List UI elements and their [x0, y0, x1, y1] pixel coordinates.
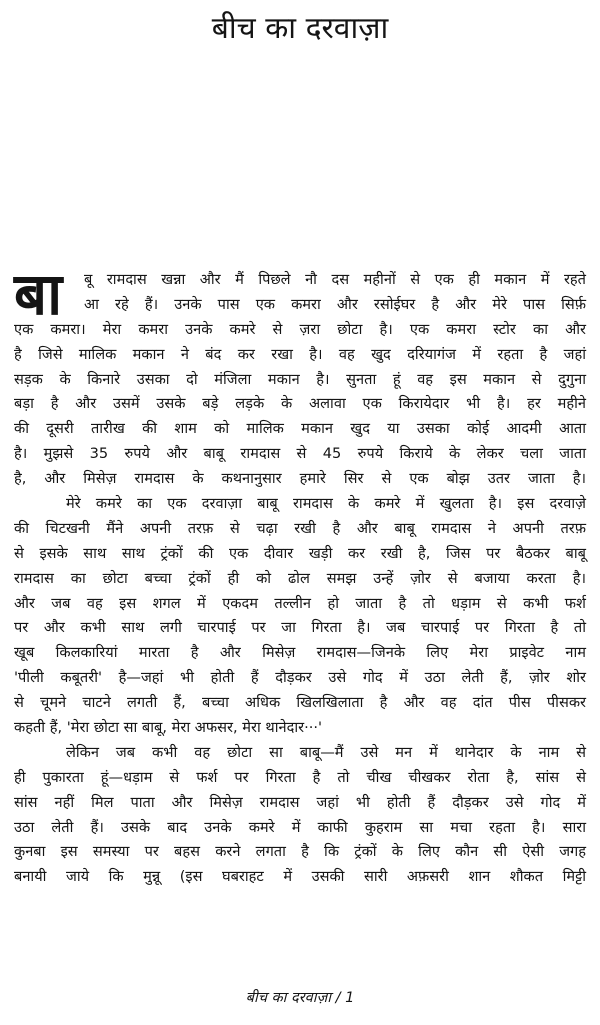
- text-line: बड़ा है और उसमें उसके बड़े लड़के के अलावा एक किरायेदार भी है। हर महीने: [14, 395, 586, 413]
- page-footer: बीच का दरवाज़ा / 1: [245, 990, 355, 1006]
- text-line: मेरे कमरे का एक दरवाज़ा बाबू रामदास के कमरे में खुलता है। इस दरवाज़े: [66, 495, 586, 513]
- text-line: कहती हैं, 'मेरा छोटा सा बाबू, मेरा अफसर, मेरा थानेदार···': [14, 719, 323, 737]
- story-body: [14, 260, 586, 890]
- text-line: कुनबा इस समस्या पर बहस करने लगता है कि ट्रंकों के लिए कौन सी ऐसी जगह: [14, 843, 586, 861]
- text-line: और जब वह इस शगल में एकदम तल्लीन हो जाता है तो धड़ाम से कभी फर्श: [14, 594, 586, 612]
- text-line: उठा लेती हैं। उसके बाद उनके कमरे में काफी कुहराम सा मचा रहता है। सारा: [14, 818, 586, 836]
- text-line: की चिटखनी मैंने अपनी तरफ़ से चढ़ा रखी है और बाबू रामदास ने अपनी तरफ़: [14, 519, 586, 537]
- text-line: लेकिन जब कभी वह छोटा सा बाबू—मैं उसे मन में थानेदार के नाम से: [66, 743, 586, 761]
- drop-cap: बा: [14, 260, 63, 328]
- text-line: बनायी जाये कि मुन्नू (इस घबराहट में उसकी सारी अफ़सरी शान शौकत मिट्टी: [14, 868, 586, 886]
- page-title: बीच का दरवाज़ा: [211, 11, 389, 46]
- text-line: सड़क के किनारे उसका दो मंजिला मकान है। सुनता हूं वह इस मकान से दुगुना: [14, 370, 586, 388]
- text-line: से चूमने चाटने लगती हैं, बच्चा अधिक खिलखिलाता है और वह दांत पीस पीसकर: [14, 694, 586, 712]
- text-line: खूब किलकारियां मारता है और मिसेज़ रामदास—जिनके लिए मेरा प्राइवेट नाम: [14, 644, 586, 662]
- text-line: है जिसे मालिक मकान ने बंद कर रखा है। वह खुद दरियागंज में रहता है जहां: [14, 345, 586, 363]
- text-line: रामदास का छोटा बच्चा ट्रंकों ही को ढोल समझ उन्हें ज़ोर से बजाया करता है।: [14, 569, 586, 587]
- text-line: है, और मिसेज़ रामदास के कथनानुसार हमारे सिर से एक बोझ उतर जाता है।: [14, 470, 586, 488]
- text-line: आ रहे हैं। उनके पास एक कमरा और रसोईघर है और मेरे पास सिर्फ़: [84, 295, 586, 313]
- text-line: है। मुझसे 35 रुपये और बाबू रामदास से 45 रुपये किराये के लेकर चला जाता: [14, 445, 586, 463]
- text-line: एक कमरा। मेरा कमरा उनके कमरे से ज़रा छोटा है। एक कमरा स्टोर का और: [14, 320, 586, 338]
- text-line: पर और कभी साथ लगी चारपाई पर जा गिरता है। जब चारपाई पर गिरता है तो: [14, 619, 586, 637]
- text-line: बू रामदास खन्ना और मैं पिछले नौ दस महीनों से एक ही मकान में रहते: [84, 271, 586, 288]
- text-line: सांस नहीं मिल पाता और मिसेज़ रामदास जहां भी होती हैं दौड़कर उसे गोद में: [14, 793, 586, 811]
- text-line: ही पुकारता हूं—धड़ाम से फर्श पर गिरता है तो चीख चीखकर रोता है, सांस से: [14, 768, 586, 786]
- text-line: की दूसरी तारीख की शाम को मालिक मकान खुद या उसका कोई आदमी आता: [14, 420, 586, 438]
- text-line: से इसके साथ साथ ट्रंकों की एक दीवार खड़ी कर रखी है, जिस पर बैठकर बाबू: [14, 544, 586, 562]
- text-line: 'पीली कबूतरी' है—जहां भी होती हैं दौड़कर उसे गोद में उठा लेती हैं, ज़ोर शोर: [14, 669, 586, 687]
